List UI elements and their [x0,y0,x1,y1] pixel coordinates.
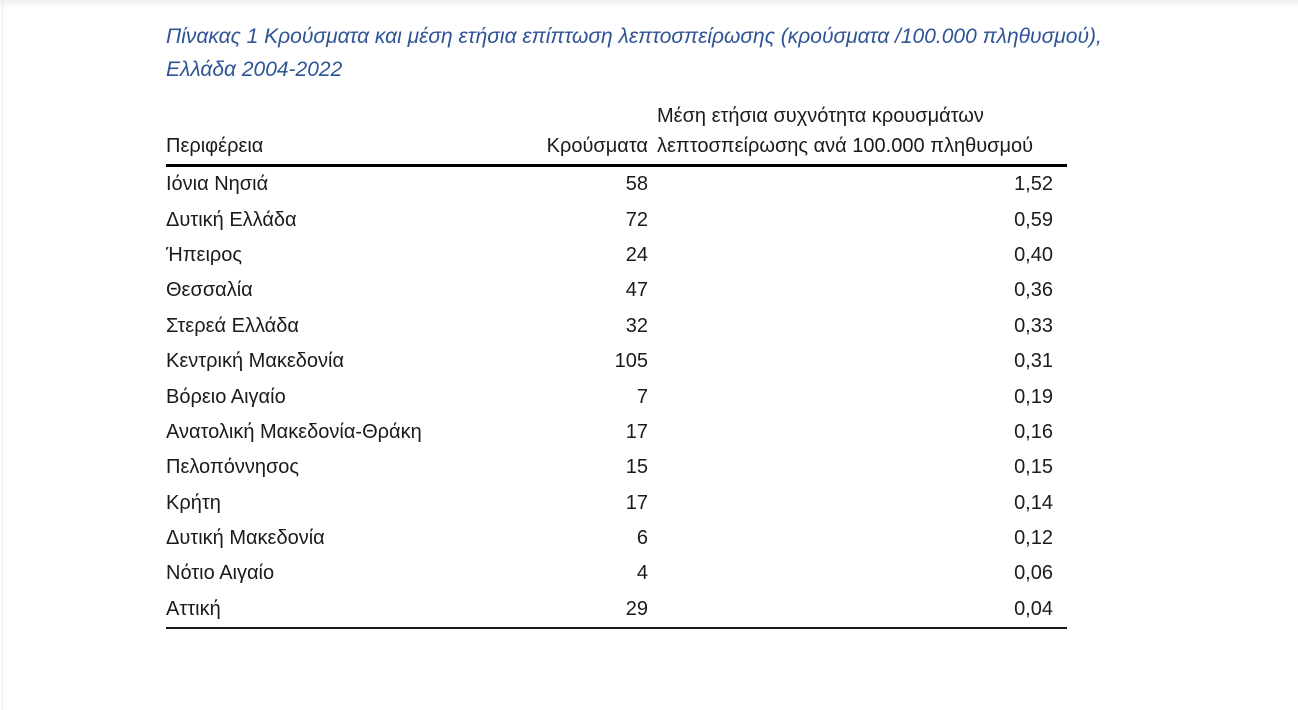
table-header [166,101,1067,166]
column-header-region: Περιφέρεια [166,135,264,157]
cases-cell: 32 [625,314,648,337]
table-row [166,166,1067,203]
region-cell: Κεντρική Μακεδονία [166,350,345,373]
region-cell: Ιόνια Νησιά [166,173,269,196]
table-caption-line-1: Πίνακας 1 Κρούσματα και μέση ετήσια επίπτωση λεπτοσπείρωσης (κρούσματα /100.000 πληθυσμού), [166,25,1102,48]
region-cell: Ανατολική Μακεδονία-Θράκη [166,420,422,443]
table-row [166,202,1067,237]
incidence-cell: 1,52 [1014,173,1053,196]
incidence-cell: 0,16 [1014,420,1053,443]
region-cell: Δυτική Μακεδονία [166,527,325,550]
table-row [166,238,1067,273]
region-cell: Θεσσαλία [166,279,253,302]
table-row [166,592,1067,628]
table-header-row [166,101,1067,166]
region-cell: Αττική [166,597,221,620]
incidence-cell: 0,04 [1014,597,1053,620]
region-cell: Νότιο Αιγαίο [166,562,275,585]
incidence-cell: 0,33 [1014,314,1053,337]
cases-cell: 6 [636,527,648,550]
incidence-cell: 0,14 [1014,491,1053,514]
cases-cell: 17 [625,491,648,514]
cases-cell: 7 [636,385,648,408]
table-row [166,486,1067,521]
table-row [166,379,1067,414]
region-cell: Ήπειρος [166,243,243,266]
table-row [166,415,1067,450]
table-row [166,521,1067,556]
cases-cell: 105 [614,350,648,373]
region-cell: Δυτική Ελλάδα [166,208,297,231]
cases-cell: 72 [625,208,648,231]
table-row [166,273,1067,308]
cases-cell: 17 [625,420,648,443]
table-caption [166,20,1266,86]
table-row [166,309,1067,344]
incidence-cell: 0,12 [1014,527,1053,550]
incidence-cell: 0,59 [1014,208,1053,231]
incidence-cell: 0,36 [1014,279,1053,302]
cases-cell: 47 [625,279,648,302]
page-left-edge [2,0,3,710]
incidence-table [166,101,1067,629]
region-cell: Πελοπόννησος [166,456,300,479]
region-cell: Βόρειο Αιγαίο [166,385,286,408]
cases-cell: 24 [625,243,648,266]
incidence-cell: 0,15 [1014,456,1053,479]
incidence-cell: 0,06 [1014,562,1053,585]
table-body [166,166,1067,629]
incidence-cell: 0,31 [1014,350,1053,373]
incidence-cell: 0,40 [1014,243,1053,266]
table-row [166,450,1067,485]
region-cell: Στερεά Ελλάδα [166,314,299,337]
incidence-cell: 0,19 [1014,385,1053,408]
column-header-cases: Κρούσματα [546,135,648,157]
cases-cell: 4 [636,562,648,585]
column-header-incidence: Μέση ετήσια συχνότητα κρουσμάτων λεπτοσπείρωσης ανά 100.000 πληθυσμού [657,105,1034,157]
table-row [166,556,1067,591]
cases-cell: 15 [625,456,648,479]
region-cell: Κρήτη [166,491,221,514]
page-top-edge [0,0,1298,7]
table-row [166,344,1067,379]
cases-cell: 29 [625,597,648,620]
table-caption-line-2: Ελλάδα 2004-2022 [166,58,343,81]
cases-cell: 58 [625,173,648,196]
